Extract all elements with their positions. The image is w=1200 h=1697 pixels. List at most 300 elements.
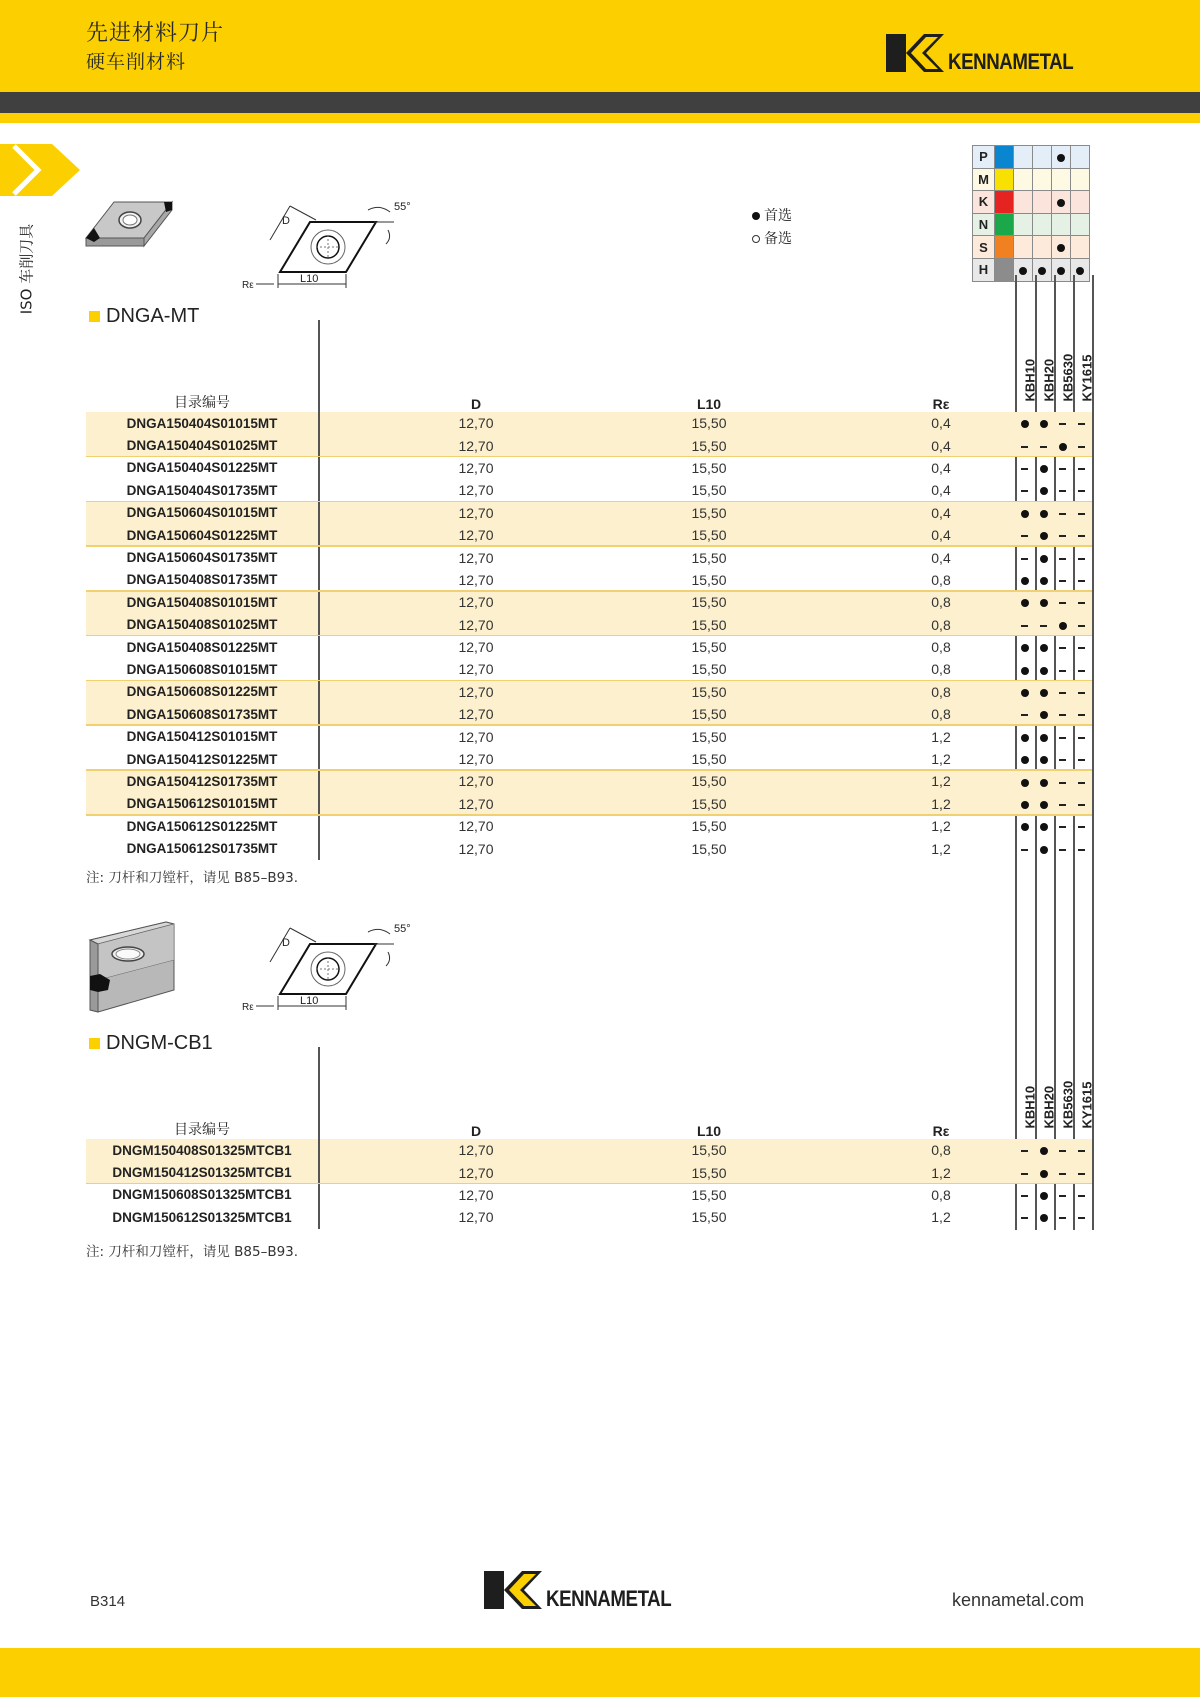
not-available-dash-icon: [1059, 1195, 1066, 1197]
grade-availability: [1034, 572, 1053, 587]
column-divider: [318, 793, 320, 815]
not-available-dash-icon: [1078, 446, 1085, 448]
not-available-dash-icon: [1059, 670, 1066, 672]
not-available-dash-icon: [1021, 1195, 1028, 1197]
dnga-dimension-diagram: [240, 198, 420, 292]
grade-availability: [1053, 505, 1072, 520]
re-value: 0,4: [931, 549, 951, 566]
d-value: 12,70: [458, 728, 494, 745]
d-value: 12,70: [458, 459, 494, 476]
grade-availability: [1015, 684, 1034, 699]
re-value: 1,2: [931, 1209, 951, 1226]
grade-availability: [1034, 841, 1053, 856]
chevron-tab-icon: [0, 144, 82, 196]
l10-value: 15,50: [691, 840, 727, 857]
l10-value: 15,50: [691, 482, 727, 499]
preferred-dot-icon: [1059, 443, 1067, 451]
catalog-number: DNGA150408S01015MT: [126, 594, 278, 610]
matrix-cell: [1014, 213, 1033, 236]
catalog-number: DNGA150604S01225MT: [126, 527, 278, 543]
d-value: 12,70: [458, 504, 494, 521]
column-divider: [318, 681, 320, 703]
l10-value: 15,50: [691, 1142, 727, 1159]
not-available-dash-icon: [1059, 423, 1066, 425]
not-available-dash-icon: [1040, 446, 1047, 448]
grade-availability: [1053, 1187, 1072, 1202]
kennametal-logo: [886, 33, 1095, 73]
grade-availability: [1034, 1143, 1053, 1158]
column-header-grade: KY1615: [1079, 1081, 1095, 1129]
grade-availability: [1034, 796, 1053, 811]
preferred-dot-icon: [1021, 667, 1029, 675]
grade-availability: [1053, 550, 1072, 565]
re-value: 0,8: [931, 1142, 951, 1159]
grade-availability: [1034, 707, 1053, 722]
grade-availability: [1015, 460, 1034, 475]
preferred-dot-icon: [1040, 734, 1048, 742]
re-value: 0,8: [931, 639, 951, 656]
grade-availability: [1015, 1165, 1034, 1180]
table-row: [86, 524, 1092, 546]
grade-availability: [1053, 707, 1072, 722]
not-available-dash-icon: [1078, 625, 1085, 627]
grade-availability: [1072, 438, 1091, 453]
grade-availability: [1072, 550, 1091, 565]
grade-availability: [1015, 662, 1034, 677]
catalog-number: DNGA150412S01225MT: [126, 751, 278, 767]
iso-color-swatch: [995, 146, 1014, 169]
iso-color-swatch: [995, 191, 1014, 214]
preferred-dot-icon: [1021, 689, 1029, 697]
re-value: 0,8: [931, 571, 951, 588]
group-rule: [86, 590, 1092, 592]
matrix-cell: [1052, 146, 1071, 169]
d-value: 12,70: [458, 1142, 494, 1159]
table-row: [86, 815, 1092, 837]
grade-availability: [1053, 595, 1072, 610]
iso-color-swatch: [995, 258, 1014, 281]
side-section-label: ISO 车削刀具: [17, 223, 36, 315]
catalog-number: DNGA150608S01015MT: [126, 661, 278, 677]
grade-availability: [1053, 483, 1072, 498]
re-value: 0,8: [931, 661, 951, 678]
matrix-cell: [1052, 213, 1071, 236]
not-available-dash-icon: [1059, 1150, 1066, 1152]
column-divider: [318, 658, 320, 680]
grade-availability: [1015, 438, 1034, 453]
not-available-dash-icon: [1021, 714, 1028, 716]
catalog-number: DNGA150604S01735MT: [126, 550, 278, 566]
not-available-dash-icon: [1059, 714, 1066, 716]
preferred-dot-icon: [1040, 779, 1048, 787]
column-header-l10: L10: [696, 1123, 722, 1139]
website-link[interactable]: kennametal.com: [952, 1590, 1085, 1610]
matrix-row-s: [973, 236, 1090, 259]
dnga-note: 注: 刀杆和刀镗杆，请见 B85–B93.: [86, 870, 299, 886]
table-row: [86, 770, 1092, 792]
grade-availability: [1053, 684, 1072, 699]
preferred-dot-icon: [1040, 846, 1048, 854]
grade-availability: [1072, 595, 1091, 610]
iso-color-swatch: [995, 236, 1014, 259]
iso-group-label: K: [973, 191, 995, 214]
preferred-dot-icon: [1040, 599, 1048, 607]
d-value: 12,70: [458, 661, 494, 678]
grade-availability: [1072, 1210, 1091, 1225]
kennametal-k-icon: [886, 33, 946, 73]
table-row: [86, 434, 1092, 456]
svg-text:55°: 55°: [394, 201, 411, 213]
l10-value: 15,50: [691, 594, 727, 611]
grade-availability: [1072, 1143, 1091, 1158]
preferred-dot-icon: [1040, 577, 1048, 585]
dnga-insert-photo: [84, 198, 176, 256]
column-divider: [318, 569, 320, 591]
legend-alternate: 备选: [752, 228, 792, 251]
catalog-number: DNGM150612S01325MTCB1: [112, 1209, 292, 1225]
l10-value: 15,50: [691, 1164, 727, 1181]
re-value: 0,8: [931, 706, 951, 723]
d-value: 12,70: [458, 1164, 494, 1181]
l10-value: 15,50: [691, 639, 727, 656]
iso-group-label: H: [973, 258, 995, 281]
matrix-cell: [1071, 146, 1090, 169]
column-header-catalog-no: 目录编号: [174, 395, 230, 411]
dnga-product-table: [86, 320, 1095, 860]
matrix-cell: [1071, 213, 1090, 236]
grade-availability: [1053, 752, 1072, 767]
matrix-cell: [1033, 191, 1052, 214]
d-value: 12,70: [458, 795, 494, 812]
svg-text:D: D: [282, 937, 290, 949]
matrix-cell: [1033, 236, 1052, 259]
re-value: 0,4: [931, 415, 951, 432]
open-dot-icon: [752, 235, 760, 243]
matrix-cell: [1052, 236, 1071, 259]
grade-availability: [1072, 617, 1091, 632]
legend-preferred: 首选: [752, 205, 792, 228]
grade-availability: [1072, 662, 1091, 677]
grade-availability: [1034, 752, 1053, 767]
grade-availability: [1034, 505, 1053, 520]
preferred-dot-icon: [1021, 420, 1029, 428]
filled-dot-icon: [752, 212, 760, 220]
re-value: 1,2: [931, 728, 951, 745]
grade-availability: [1015, 595, 1034, 610]
table-row: [86, 636, 1092, 658]
grade-availability: [1034, 662, 1053, 677]
catalog-number: DNGA150612S01225MT: [126, 818, 278, 834]
group-rule: [86, 635, 1092, 637]
not-available-dash-icon: [1078, 490, 1085, 492]
grade-availability: [1015, 819, 1034, 834]
table-row: [86, 1139, 1092, 1161]
not-available-dash-icon: [1078, 826, 1085, 828]
preferred-dot-icon: [1021, 823, 1029, 831]
d-value: 12,70: [458, 751, 494, 768]
grade-availability: [1015, 528, 1034, 543]
matrix-row-k: [973, 191, 1090, 214]
group-rule: [86, 1183, 1092, 1185]
column-header-re: Rε: [932, 396, 950, 412]
not-available-dash-icon: [1021, 535, 1028, 537]
d-value: 12,70: [458, 415, 494, 432]
preferred-dot-icon: [1040, 1147, 1048, 1155]
matrix-cell: [1071, 168, 1090, 191]
preferred-dot-icon: [1040, 532, 1048, 540]
matrix-row-m: [973, 168, 1090, 191]
not-available-dash-icon: [1078, 602, 1085, 604]
group-rule: [86, 501, 1092, 503]
not-available-dash-icon: [1078, 804, 1085, 806]
not-available-dash-icon: [1078, 1195, 1085, 1197]
column-header-grade: KY1615: [1079, 354, 1095, 402]
grade-availability: [1034, 774, 1053, 789]
table-row: [86, 1184, 1092, 1206]
grade-availability: [1053, 640, 1072, 655]
table-header: [86, 320, 1095, 412]
not-available-dash-icon: [1059, 602, 1066, 604]
table-row: [86, 546, 1092, 568]
not-available-dash-icon: [1078, 1150, 1085, 1152]
not-available-dash-icon: [1059, 737, 1066, 739]
filled-dot-icon: [1057, 154, 1065, 162]
grade-availability: [1015, 796, 1034, 811]
catalog-number: DNGA150612S01015MT: [126, 796, 278, 812]
grade-availability: [1053, 460, 1072, 475]
grade-availability: [1034, 819, 1053, 834]
preferred-dot-icon: [1021, 644, 1029, 652]
grade-availability: [1072, 1165, 1091, 1180]
column-divider: [318, 770, 320, 792]
table-row: [86, 502, 1092, 524]
preferred-dot-icon: [1021, 510, 1029, 518]
not-available-dash-icon: [1059, 692, 1066, 694]
svg-text:Rε: Rε: [242, 280, 254, 291]
grade-availability: [1072, 1187, 1091, 1202]
preferred-dot-icon: [1021, 779, 1029, 787]
preferred-dot-icon: [1021, 801, 1029, 809]
not-available-dash-icon: [1059, 580, 1066, 582]
dngm-product-table: [86, 1047, 1095, 1229]
column-header-re: Rε: [932, 1123, 950, 1139]
filled-dot-icon: [1057, 199, 1065, 207]
table-row: [86, 1161, 1092, 1183]
catalog-number: DNGA150404S01225MT: [126, 460, 278, 476]
not-available-dash-icon: [1059, 468, 1066, 470]
filled-dot-icon: [1057, 267, 1065, 275]
l10-value: 15,50: [691, 706, 727, 723]
grade-availability: [1034, 460, 1053, 475]
not-available-dash-icon: [1021, 468, 1028, 470]
grade-availability: [1053, 572, 1072, 587]
grade-availability: [1015, 1187, 1034, 1202]
l10-value: 15,50: [691, 728, 727, 745]
catalog-number: DNGA150608S01225MT: [126, 684, 278, 700]
l10-value: 15,50: [691, 549, 727, 566]
not-available-dash-icon: [1078, 580, 1085, 582]
table-row: [86, 457, 1092, 479]
footer-kennametal-logo: [484, 1570, 693, 1610]
not-available-dash-icon: [1078, 468, 1085, 470]
svg-text:55°: 55°: [394, 923, 411, 935]
d-value: 12,70: [458, 840, 494, 857]
svg-text:L10: L10: [300, 995, 319, 1007]
re-value: 0,8: [931, 683, 951, 700]
grade-availability: [1034, 1165, 1053, 1180]
column-divider: [318, 703, 320, 725]
brand-name: KENNAMETAL: [546, 1586, 672, 1611]
l10-value: 15,50: [691, 795, 727, 812]
column-header-d: D: [470, 1123, 482, 1139]
kennametal-k-icon: [484, 1570, 544, 1610]
grade-availability: [1072, 505, 1091, 520]
brand-name: KENNAMETAL: [948, 49, 1074, 74]
grade-availability: [1034, 729, 1053, 744]
not-available-dash-icon: [1078, 782, 1085, 784]
catalog-number: DNGA150404S01025MT: [126, 438, 278, 454]
table-row: [86, 614, 1092, 636]
column-divider: [318, 1161, 320, 1183]
grade-availability: [1053, 841, 1072, 856]
matrix-cell: [1071, 191, 1090, 214]
grade-availability: [1072, 460, 1091, 475]
grade-availability: [1072, 416, 1091, 431]
grade-availability: [1015, 729, 1034, 744]
re-value: 1,2: [931, 751, 951, 768]
group-rule: [86, 724, 1092, 726]
grade-availability: [1053, 438, 1072, 453]
preferred-dot-icon: [1040, 1192, 1048, 1200]
column-divider: [318, 434, 320, 456]
table-header: [86, 1047, 1095, 1139]
grade-availability: [1034, 1187, 1053, 1202]
not-available-dash-icon: [1021, 625, 1028, 627]
catalog-number: DNGA150412S01735MT: [126, 773, 278, 789]
re-value: 0,8: [931, 1186, 951, 1203]
not-available-dash-icon: [1078, 423, 1085, 425]
table-row: [86, 591, 1092, 613]
matrix-cell: [1014, 168, 1033, 191]
table-row: [86, 412, 1092, 434]
grade-availability: [1015, 841, 1034, 856]
not-available-dash-icon: [1021, 1150, 1028, 1152]
l10-value: 15,50: [691, 415, 727, 432]
d-value: 12,70: [458, 482, 494, 499]
catalog-number: DNGA150412S01015MT: [126, 729, 278, 745]
dngm-note: 注: 刀杆和刀镗杆，请见 B85–B93.: [86, 1244, 299, 1260]
table-row: [86, 681, 1092, 703]
not-available-dash-icon: [1078, 759, 1085, 761]
column-header-grade: KB5630: [1060, 353, 1076, 402]
preferred-dot-icon: [1021, 734, 1029, 742]
grade-availability: [1072, 796, 1091, 811]
d-value: 12,70: [458, 1186, 494, 1203]
not-available-dash-icon: [1078, 714, 1085, 716]
dngm-dimension-diagram: [240, 920, 420, 1014]
column-divider: [318, 1184, 320, 1206]
preferred-dot-icon: [1040, 711, 1048, 719]
preferred-dot-icon: [1040, 510, 1048, 518]
header-yellow-stripe: [0, 113, 1200, 123]
grade-availability: [1053, 729, 1072, 744]
not-available-dash-icon: [1040, 625, 1047, 627]
preferred-dot-icon: [1040, 644, 1048, 652]
re-value: 0,4: [931, 482, 951, 499]
grade-availability: [1015, 707, 1034, 722]
column-header-grade: KBH10: [1022, 1085, 1038, 1129]
matrix-row-h: [973, 258, 1090, 281]
column-header-l10: L10: [696, 396, 722, 412]
filled-dot-icon: [1038, 267, 1046, 275]
footer-band: [0, 1648, 1200, 1697]
grade-availability: [1015, 1210, 1034, 1225]
d-value: 12,70: [458, 594, 494, 611]
d-value: 12,70: [458, 639, 494, 656]
table-row: [86, 658, 1092, 680]
preferred-dot-icon: [1040, 801, 1048, 809]
grade-availability: [1034, 617, 1053, 632]
preferred-dot-icon: [1040, 487, 1048, 495]
header-dark-stripe: [0, 92, 1200, 113]
group-rule: [86, 456, 1092, 458]
iso-color-swatch: [995, 213, 1014, 236]
re-value: 0,8: [931, 616, 951, 633]
grade-availability: [1072, 819, 1091, 834]
d-value: 12,70: [458, 571, 494, 588]
not-available-dash-icon: [1021, 558, 1028, 560]
iso-material-matrix: [972, 145, 1090, 282]
l10-value: 15,50: [691, 437, 727, 454]
svg-text:Rε: Rε: [242, 1002, 254, 1013]
not-available-dash-icon: [1021, 1217, 1028, 1219]
grade-availability: [1053, 796, 1072, 811]
not-available-dash-icon: [1059, 1173, 1066, 1175]
grade-availability: [1015, 483, 1034, 498]
grade-availability: [1034, 528, 1053, 543]
not-available-dash-icon: [1021, 1173, 1028, 1175]
page-title: 先进材料刀片: [86, 21, 225, 46]
table-row: [86, 1206, 1092, 1228]
d-value: 12,70: [458, 437, 494, 454]
d-value: 12,70: [458, 527, 494, 544]
grade-availability: [1034, 416, 1053, 431]
matrix-cell: [1052, 191, 1071, 214]
not-available-dash-icon: [1021, 849, 1028, 851]
grade-availability: [1015, 617, 1034, 632]
catalog-number: DNGA150408S01735MT: [126, 572, 278, 588]
column-divider: [318, 546, 320, 568]
grade-availability: [1034, 550, 1053, 565]
column-divider: [318, 457, 320, 479]
grade-availability: [1034, 595, 1053, 610]
not-available-dash-icon: [1059, 558, 1066, 560]
grade-availability: [1015, 572, 1034, 587]
not-available-dash-icon: [1059, 759, 1066, 761]
not-available-dash-icon: [1078, 1173, 1085, 1175]
d-value: 12,70: [458, 818, 494, 835]
column-divider: [318, 815, 320, 837]
catalog-number: DNGA150608S01735MT: [126, 706, 278, 722]
catalog-number: DNGA150404S01015MT: [126, 415, 278, 431]
not-available-dash-icon: [1059, 647, 1066, 649]
l10-value: 15,50: [691, 616, 727, 633]
not-available-dash-icon: [1078, 692, 1085, 694]
column-divider: [318, 1206, 320, 1228]
grade-availability: [1072, 841, 1091, 856]
column-divider: [318, 614, 320, 636]
catalog-number: DNGA150408S01225MT: [126, 639, 278, 655]
